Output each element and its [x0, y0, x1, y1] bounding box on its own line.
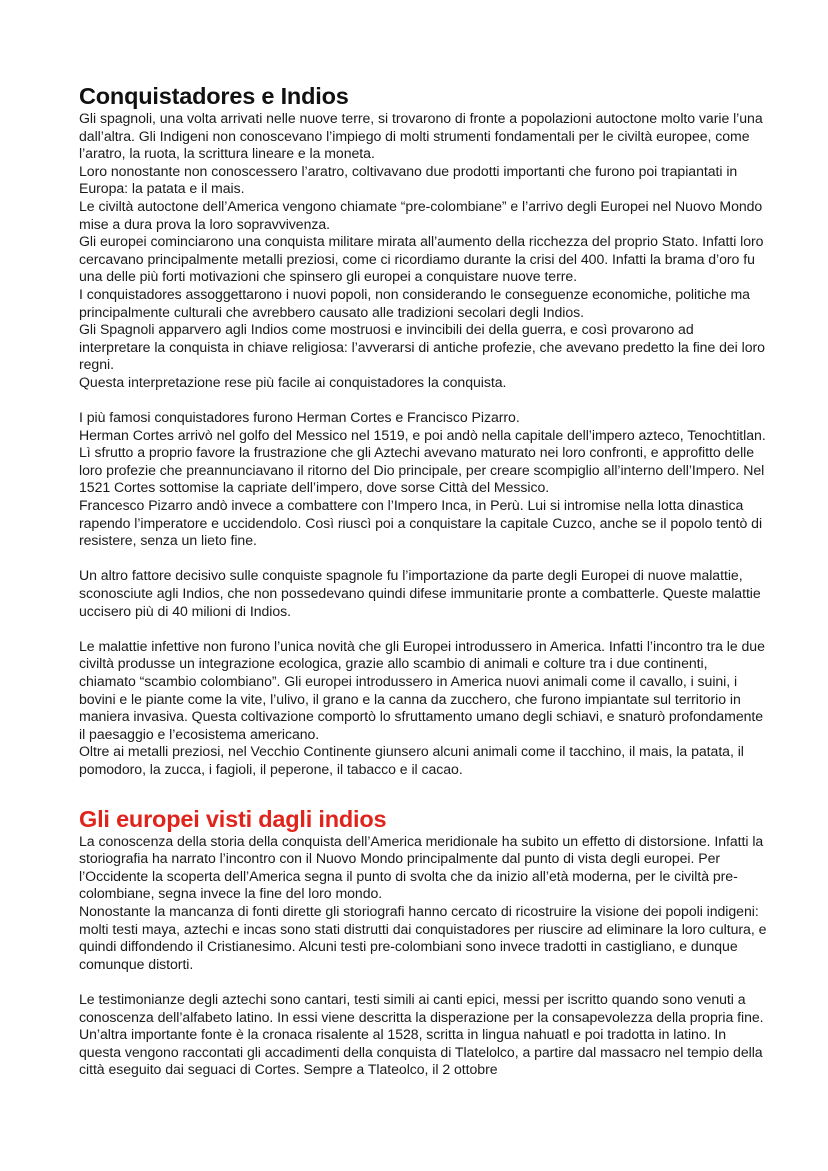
section-title-conquistadores: Conquistadores e Indios [79, 83, 349, 109]
paragraph: Le testimonianze degli aztechi sono cantari, testi simili ai canti epici, messi per iscritto quando sono venuti a conoscenza dell’alfabeto latino. In essi viene descritta la disperazione per la consapevolezza della propria fine. [79, 990, 764, 1025]
paragraph: Oltre ai metalli preziosi, nel Vecchio Continente giunsero alcuni animali come il tacchino, il mais, la patata, il pomodoro, la zucca, i fagioli, il peperone, il tabacco e il cacao. [79, 743, 744, 777]
paragraph: Nonostante la mancanza di fonti dirette gli storiografi hanno cercato di ricostruire la visione dei popoli indigeni: molti testi maya, aztechi e incas sono stati distrutti dai conquistadores per riuscire ad eliminare la loro cultura, e quindi diffondendo il Cristianesimo. Alcuni testi pre-colombiani sono invece tradotti in castigliano, e dunque comunque distorti. [79, 902, 767, 972]
paragraph-spacer [79, 620, 768, 638]
section-title-europei-visti: Gli europei visti dagli indios [79, 805, 387, 832]
paragraph: I più famosi conquistadores furono Herman Cortes e Francisco Pizarro. [79, 409, 520, 426]
paragraph-spacer [79, 392, 768, 410]
paragraph: Le civiltà autoctone dell’America vengono chiamate “pre-colombiane” e l’arrivo degli Europei nel Nuovo Mondo mise a dura prova la loro sopravvivenza. [79, 197, 763, 232]
paragraph: La conoscenza della storia della conquista dell’America meridionale ha subito un effetto di distorsione. Infatti la storiografia ha narrato l’incontro con il Nuovo Mondo principalmente dal punto di vista degli europei. Per l’Occidente la scoperta dell’America segna il punto di svolta che da inizio all’età moderna, per le civiltà pre-colombiane, segna invece la fine del loro mondo. [79, 832, 764, 902]
paragraph: Herman Cortes arrivò nel golfo del Messico nel 1519, e poi andò nella capitale dell’impero azteco, Tenochtitlan. Lì sfrutto a proprio favore la frustrazione che gli Aztechi avevano maturato nei loro confronti, e approfitto delle loro profezie che preannunciavano il ritorno del Dio principale, per creare scompiglio all’interno dell’Impero. Nel 1521 Cortes sottomise la capriate dell’impero, dove sorse Città del Messico. [79, 426, 766, 496]
section-body-europei-visti [79, 833, 768, 1079]
paragraph-spacer [79, 550, 768, 568]
paragraph: Gli Spagnoli apparvero agli Indios come mostruosi e invincibili dei della guerra, e così provarono ad interpretare la conquista in chiave religiosa: l’avverarsi di antiche profezie, che avevano predetto la fine dei loro regni. [79, 321, 765, 373]
paragraph: Un’altra importante fonte è la cronaca risalente al 1528, scritta in lingua nahuatl e poi tradotta in latino. In questa vengono raccontati gli accadimenti della conquista di Tlatelolco, a partire dal massacro nel tempio della città eseguito dai seguaci di Cortes. Sempre a Tlateolco, il 2 ottobre [79, 1026, 763, 1078]
paragraph-spacer [79, 973, 768, 991]
paragraph: Gli spagnoli, una volta arrivati nelle nuove terre, si trovarono di fronte a popolazioni autoctone molto varie l’una dall’altra. Gli Indigeni non conoscevano l’impiego di molti strumenti fondamentali per le civiltà europee, come l’aratro, la ruota, la scrittura lineare e la moneta. [79, 110, 763, 162]
paragraph: Le malattie infettive non furono l’unica novità che gli Europei introdussero in America. Infatti l’incontro tra le due civiltà produsse un integrazione ecologica, grazie allo scambio di animali e colture tra i due continenti, chiamato “scambio colombiano”. Gli europei introdussero in America nuovi animali come il cavallo, i suini, i bovini e le piante come la vite, l’ulivo, il grano e la canna da zucchero, che furono impiantate sul territorio in maniera invasiva. Questa coltivazione comportò lo sfruttamento umano degli schiavi, e snaturò profondamente il paesaggio e l’ecosistema americano. [79, 637, 765, 742]
section-spacer [79, 779, 768, 805]
paragraph: Un altro fattore decisivo sulle conquiste spagnole fu l’importazione da parte degli Europei di nuove malattie, sconosciute agli Indios, che non possedevano quindi difese immunitarie pronte a combatterle. Queste malattie uccisero più di 40 milioni di Indios. [79, 567, 761, 619]
paragraph: Loro nonostante non conoscessero l’aratro, coltivavano due prodotti importanti che furono poi trapiantati in Europa: la patata e il mais. [79, 162, 738, 197]
paragraph: I conquistadores assoggettarono i nuovi popoli, non considerando le conseguenze economiche, politiche ma principalmente culturali che avrebbero causato alle tradizioni secolari degli Indios. [79, 285, 750, 320]
paragraph: Gli europei cominciarono una conquista militare mirata all’aumento della ricchezza del proprio Stato. Infatti loro cercavano principalmente metalli preziosi, come ci ricordiamo durante la crisi del 400. Infatti la brama d’oro fu una delle più forti motivazioni che spinsero gli europei a conquistare nuove terre. [79, 233, 764, 285]
section-body-conquistadores [79, 110, 768, 779]
paragraph: Francesco Pizarro andò invece a combattere con l’Impero Inca, in Perù. Lui si intromise nella lotta dinastica rapendo l’imperatore e uccidendolo. Così riuscì poi a conquistare la capitale Cuzco, anche se il popolo tentò di resistere, senza un lieto fine. [79, 497, 763, 549]
paragraph: Questa interpretazione rese più facile ai conquistadores la conquista. [79, 373, 507, 390]
